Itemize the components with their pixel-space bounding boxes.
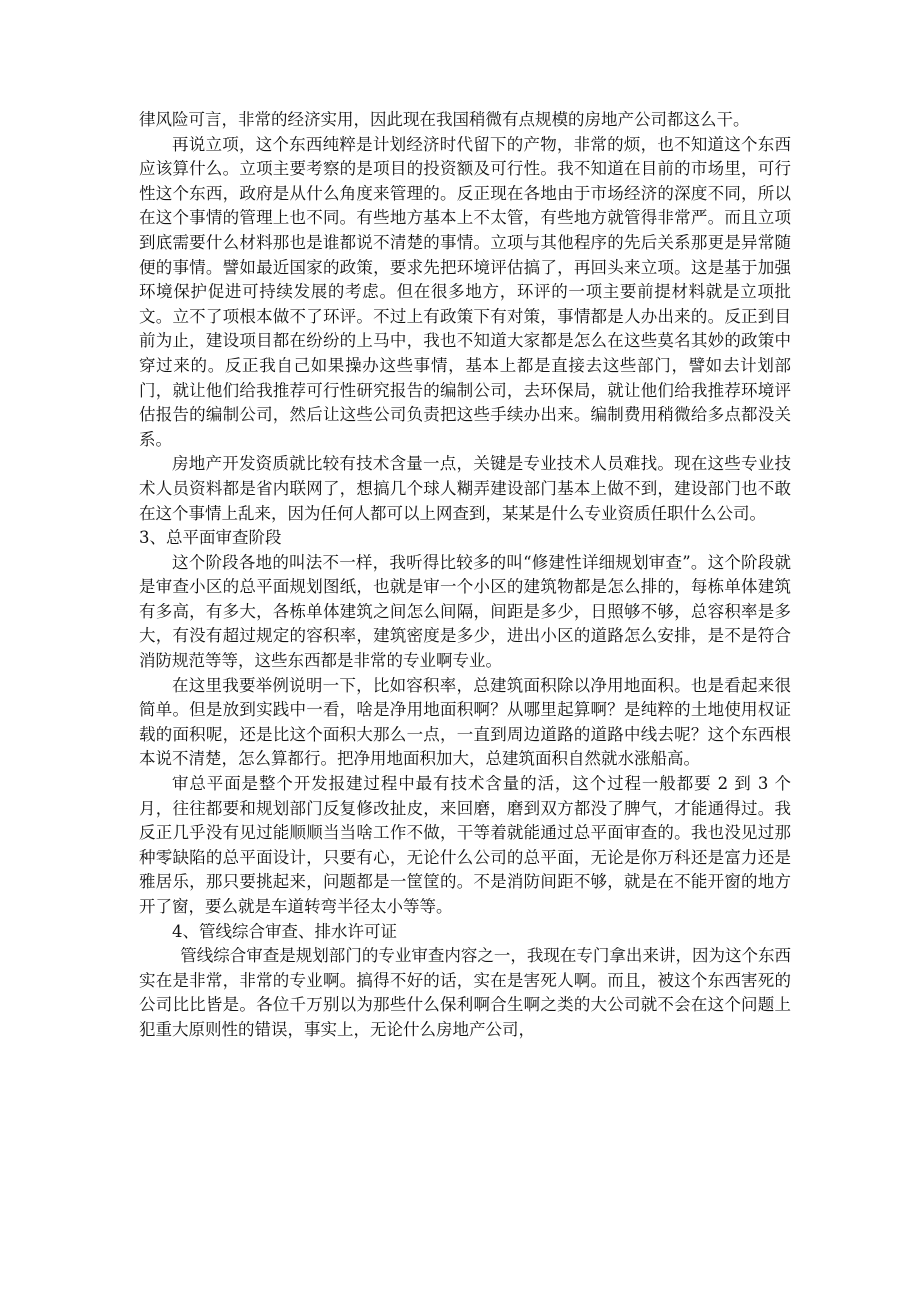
section-heading-4: 4、管线综合审查、排水许可证 [172, 921, 397, 941]
section-heading-3: 3、总平面审查阶段 [139, 528, 282, 548]
paragraph-3: 房地产开发资质就比较有技术含量一点，关键是专业技术人员难找。现在这些专业技术人员资料都是省内联网了，想搞几个球人糊弄建设部门基本上做不到，建设部门也不敢在这个事情上乱来，因为任何人都可以上网查到，某某是什么专业资质任职什么公司。 [139, 454, 791, 523]
document-body [139, 108, 791, 1043]
paragraph-6: 审总平面是整个开发报建过程中最有技术含量的活，这个过程一般都要 2 到 3 个月，往往都要和规划部门反复修改扯皮，来回磨，磨到双方都没了脾气，才能通得过。我反正几乎没有见过能顺顺当当啥工作不做，干等着就能通过总平面审查的。我也没见过那种零缺陷的总平面设计，只要有心，无论什么公司的总平面，无论是你万科还是富力还是雅居乐，那只要挑起来，问题都是一筐筐的。不是消防间距不够，就是在不能开窗的地方开了窗，要么就是车道转弯半径太小等等。 [139, 774, 791, 916]
paragraph-2: 再说立项，这个东西纯粹是计划经济时代留下的产物，非常的烦，也不知道这个东西应该算什么。立项主要考察的是项目的投资额及可行性。我不知道在目前的市场里，可行性这个东西，政府是从什么角度来管理的。反正现在各地由于市场经济的深度不同，所以在这个事情的管理上也不同。有些地方基本上不太管，有些地方就管得非常严。而且立项到底需要什么材料那也是谁都说不清楚的事情。立项与其他程序的先后关系那更是异常随便的事情。譬如最近国家的政策，要求先把环境评估搞了，再回头来立项。这是基于加强环境保护促进可持续发展的考虑。但在很多地方，环评的一项主要前提材料就是立项批文。立不了项根本做不了环评。不过上有政策下有对策，事情都是人办出来的。反正到目前为止，建设项目都在纷纷的上马中，我也不知道大家都是怎么在这些莫名其妙的政策中穿过来的。反正我自己如果操办这些事情，基本上都是直接去这些部门，譬如去计划部门，就让他们给我推荐可行性研究报告的编制公司，去环保局，就让他们给我推荐环境评估报告的编制公司，然后让这些公司负责把这些手续办出来。编制费用稍微给多点都没关系。 [139, 134, 791, 449]
paragraph-5: 在这里我要举例说明一下，比如容积率，总建筑面积除以净用地面积。也是看起来很简单。但是放到实践中一看，啥是净用地面积啊？从哪里起算啊？是纯粹的土地使用权证载的面积呢，还是比这个面积大那么一点，一直到周边道路的道路中线去呢？这个东西根本说不清楚，怎么算都行。把净用地面积加大，总建筑面积自然就水涨船高。 [139, 675, 791, 769]
paragraph-4: 这个阶段各地的叫法不一样，我听得比较多的叫“修建性详细规划审查”。这个阶段就是审查小区的总平面规划图纸，也就是审一个小区的建筑物都是怎么排的，每栋单体建筑有多高，有多大，各栋单体建筑之间怎么间隔，间距是多少，日照够不够，总容积率是多大，有没有超过规定的容积率，建筑密度是多少，进出小区的道路怎么安排，是不是符合消防规范等等，这些东西都是非常的专业啊专业。 [139, 552, 791, 671]
paragraph-7: 管线综合审查是规划部门的专业审查内容之一，我现在专门拿出来讲，因为这个东西实在是非常，非常的专业啊。搞得不好的话，实在是害死人啊。而且，被这个东西害死的公司比比皆是。各位千万别以为那些什么保利啊合生啊之类的大公司就不会在这个问题上犯重大原则性的错误，事实上，无论什么房地产公司， [139, 946, 791, 1039]
paragraph-1: 律风险可言，非常的经济实用，因此现在我国稍微有点规模的房地产公司都这么干。 [139, 110, 750, 129]
